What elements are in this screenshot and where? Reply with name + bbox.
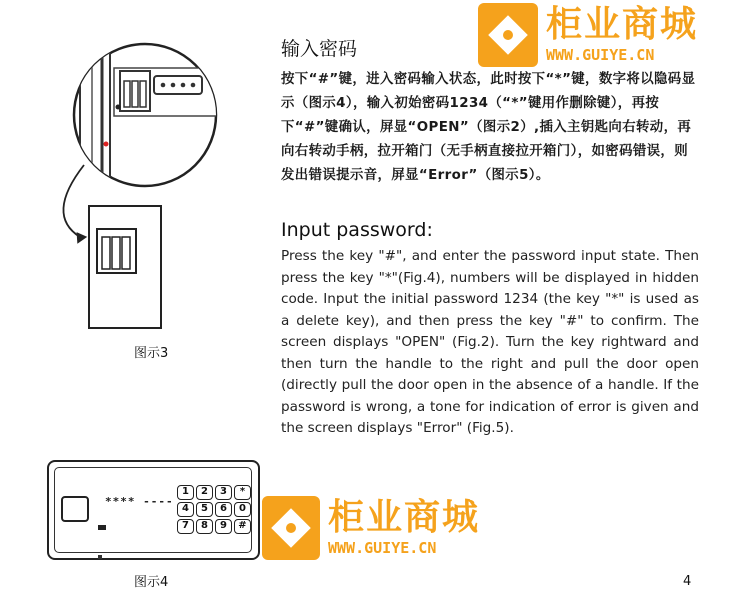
keypad-key-9[interactable]: 9 [215,519,232,534]
handle-knob [61,496,89,522]
keypad-key-1[interactable]: 1 [177,485,194,500]
paragraph-english: Press the key "#", and enter the password input state. Then press the key "*"(Fig.4), numbers will be displayed in hidden code. Input the initial password 1234 (the key "*" is used as a delete key), and then press the key "#" to confirm. The screen displays "OPEN" (Fig.2). Turn the key rightward and then turn the handle to the right and pull the door open (directly pull the door open in the absence of a handle. If the password is wrong, a tone for indication of error is given and the screen displays "Error" (Fig.5). [281,248,699,436]
watermark-logo-top [478,3,698,67]
keypad-key-6[interactable]: 6 [215,502,232,517]
heading-english: Input password: [281,219,433,241]
keypad-key-5[interactable]: 5 [196,502,213,517]
keypad-key-7[interactable]: 7 [177,519,194,534]
figure-3-magnified-view [40,25,250,335]
lcd-display: **** ---- [105,495,174,508]
brand-logo-icon [262,496,320,560]
watermark-logo-center [262,496,480,560]
keypad-key-star[interactable]: * [234,485,251,500]
figure-4-keypad-panel [47,460,260,560]
page-number: 4 [683,574,692,589]
watermark-url: WWW.GUIYE.CN [546,46,655,64]
keypad [177,485,255,534]
keypad-key-3[interactable]: 3 [215,485,232,500]
figure-3-caption: 图示3 [134,346,169,361]
keypad-key-8[interactable]: 8 [196,519,213,534]
keypad-key-hash[interactable]: # [234,519,251,534]
paragraph-chinese: 按下“#”键，进入密码输入状态，此时按下“*”键，数字将以隐码显示（图示4），输入初始密码1234（“*”键用作删除键），再按下“#”键确认，屏显“OPEN”（图示2）,插入主钥匙向右转动，再向右转动手柄，拉开箱门（无手柄直接拉开箱门），如密码错误，则发出错误提示音，屏显“Error”（图示5）。 [281,72,696,183]
keypad-key-4[interactable]: 4 [177,502,194,517]
heading-chinese: 输入密码 [281,38,358,60]
keypad-key-2[interactable]: 2 [196,485,213,500]
keypad-key-0[interactable]: 0 [234,502,251,517]
brand-logo-icon [478,3,538,67]
figure-4-caption: 图示4 [134,575,169,590]
watermark-url: WWW.GUIYE.CN [328,539,437,557]
watermark-brand: 柜业商城 [328,497,481,538]
watermark-brand: 柜业商城 [546,4,699,45]
battery-icon [98,525,106,530]
